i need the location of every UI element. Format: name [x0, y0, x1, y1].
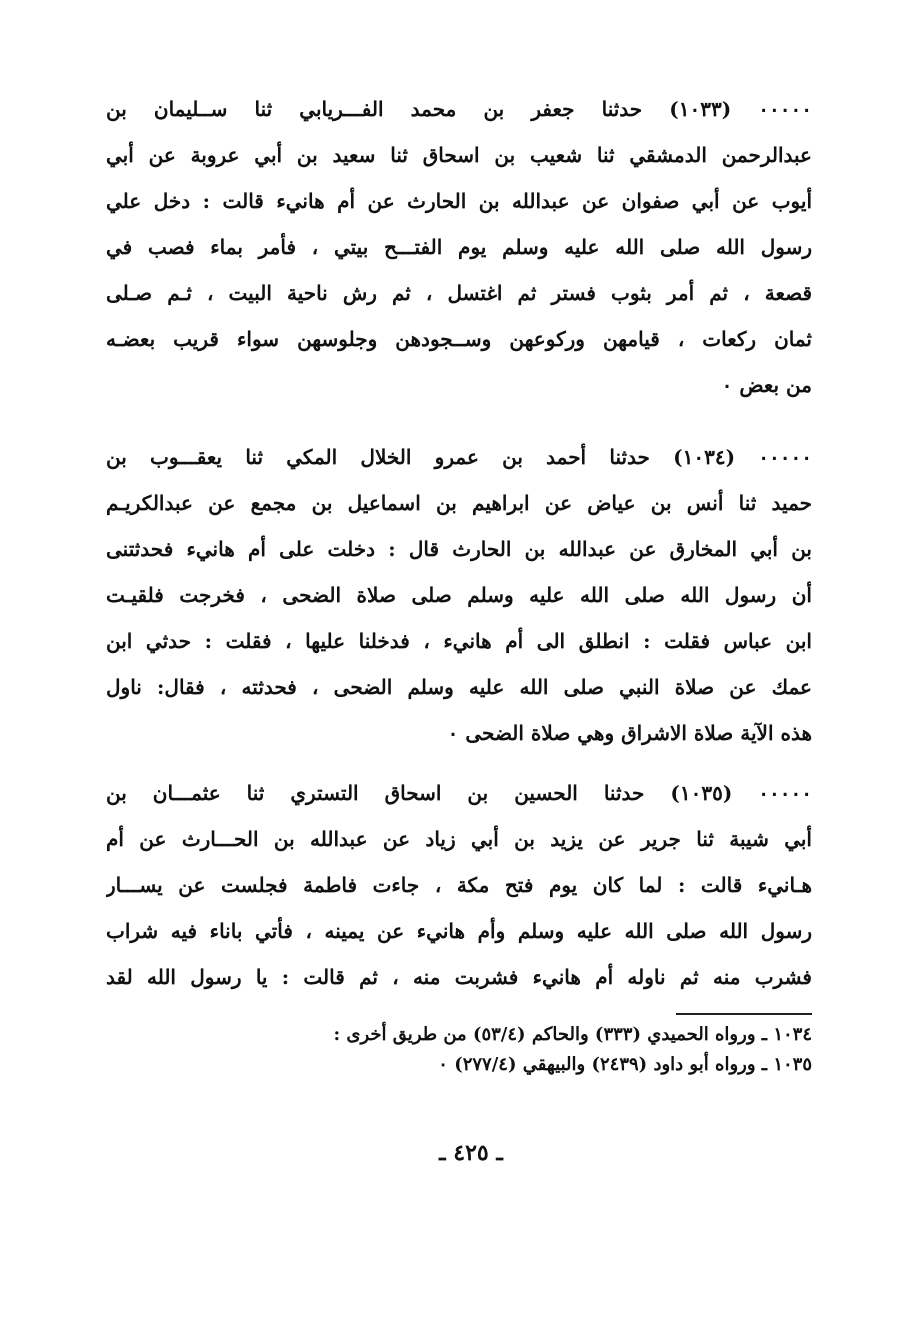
- footnote-1035: ١٠٣٥ ـ ورواه أبو داود (٢٤٣٩) والبيهقي (٢٧٧/٤) ٠: [438, 1054, 812, 1075]
- text-line: بن أبي المخارق عن عبدالله بن الحارث قال : دخلت على أم هانيء فحدثتنى: [106, 537, 812, 561]
- page-number: ـ ٤٢٥ ـ: [439, 1140, 503, 1166]
- footnote-divider: [676, 1013, 812, 1015]
- text-line: هـانيء قالت : لما كان يوم فتح مكة ، جاءت فاطمة فجلست عن يســـار: [106, 873, 812, 897]
- hadith-paragraph-1033: [106, 86, 812, 408]
- hadith-paragraph-1034: [106, 434, 812, 756]
- text-line: ٠٠٠٠٠ (١٠٣٣) حدثنا جعفر بن محمد الفـــريابي ثنا ســليمان بن: [106, 97, 812, 121]
- text-line: فشرب منه ثم ناوله أم هانيء فشربت منه ، ثم قالت : يا رسول الله لقد: [106, 965, 812, 989]
- hadith-paragraph-1035: [106, 770, 812, 1000]
- text-line: هذه الآية صلاة الاشراق وهي صلاة الضحى ٠: [447, 721, 812, 745]
- text-line: أن رسول الله صلى الله عليه وسلم صلى صلاة الضحى ، فخرجت فلقيـت: [106, 583, 812, 607]
- text-line: ابن عباس فقلت : انطلق الى أم هانيء ، فدخلنا عليها ، فقلت : حدثي ابن: [106, 629, 812, 653]
- text-line: عمك عن صلاة النبي صلى الله عليه وسلم الضحى ، فحدثته ، فقال: ناول: [106, 675, 812, 699]
- text-line: رسول الله صلى الله عليه وسلم وأم هانيء عن يمينه ، فأتي باناء فيه شراب: [106, 919, 812, 943]
- footnotes: [150, 1020, 812, 1080]
- footnote-1034: ١٠٣٤ ـ ورواه الحميدي (٣٣٣) والحاكم (٥٣/٤) من طريق أخرى :: [333, 1024, 812, 1045]
- text-line: عبدالرحمن الدمشقي ثنا شعيب بن اسحاق ثنا سعيد بن أبي عروبة عن أبي: [106, 143, 812, 167]
- text-line: أبي شيبة ثنا جرير عن يزيد بن أبي زياد عن عبدالله بن الحـــارث عن أم: [106, 827, 812, 851]
- text-line: أيوب عن أبي صفوان عن عبدالله بن الحارث عن أم هانيء قالت : دخل علي: [106, 189, 812, 213]
- text-line: رسول الله صلى الله عليه وسلم يوم الفتـــح بيتي ، فأمر بماء فصب في: [106, 235, 812, 259]
- text-line: ٠٠٠٠٠ (١٠٣٥) حدثنا الحسين بن اسحاق التستري ثنا عثمـــان بن: [106, 781, 812, 805]
- text-line: حميد ثنا أنس بن عياض عن ابراهيم بن اسماعيل بن مجمع عن عبدالكريـم: [106, 491, 812, 515]
- text-line: ٠٠٠٠٠ (١٠٣٤) حدثنا أحمد بن عمرو الخلال المكي ثنا يعقـــوب بن: [106, 445, 812, 469]
- text-line: ثمان ركعات ، قيامهن وركوعهن وســجودهن وجلوسهن سواء قريب بعضـه: [106, 327, 812, 351]
- text-line: من بعض ٠: [721, 373, 812, 397]
- text-line: قصعة ، ثم أمر بثوب فستر ثم اغتسل ، ثم رش ناحية البيت ، ثـم صـلى: [106, 281, 812, 305]
